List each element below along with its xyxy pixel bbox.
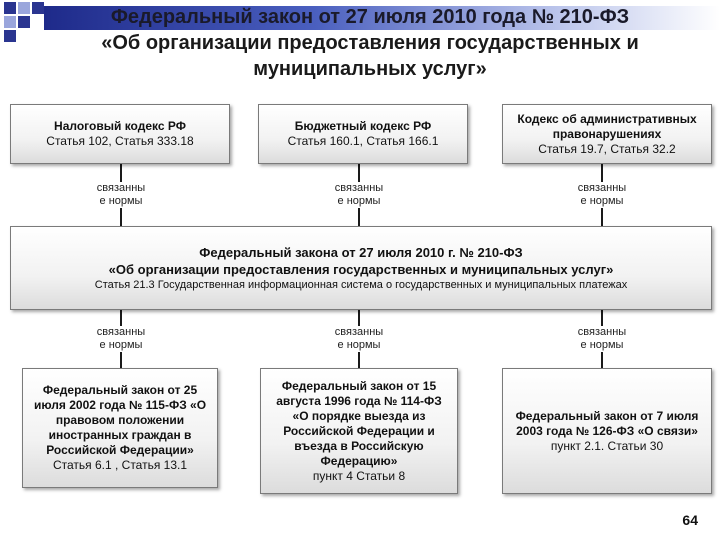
box-articles: пункт 2.1. Статьи 30 [550,438,664,453]
deco-square [4,16,16,28]
box-articles: Статья 19.7, Статья 32.2 [538,141,676,156]
central-line-1: Федеральный закона от 27 июля 2010 г. № 210-ФЗ [199,244,523,260]
central-line-2: «Об организации предоставления государственных и муниципальных услуг» [108,261,614,277]
deco-square [4,30,16,42]
deco-square [32,2,44,14]
box-title: Бюджетный кодекс РФ [294,119,432,133]
bottom-box-law-126 [502,368,712,494]
bottom-box-law-114 [260,368,458,494]
page-number: 64 [682,512,698,528]
link-label-line1: связанны [577,326,627,338]
title-line-3: муниципальных услуг» [253,58,487,80]
link-label-line2: е нормы [580,195,624,207]
page-title [60,4,680,82]
link-label-line2: е нормы [337,339,381,351]
link-label-line2: е нормы [99,339,143,351]
link-label [562,326,642,352]
link-label [319,182,399,208]
link-label [319,326,399,352]
top-box-tax-code [10,104,230,164]
bottom-box-law-115 [22,368,218,488]
central-article: Статья 21.3 Государственная информационная система о государственных и муниципальных платежах [94,278,628,291]
link-label [81,182,161,208]
box-articles: Статья 6.1 , Статья 13.1 [52,458,188,472]
top-box-admin-code [502,104,712,164]
link-label-line1: связанны [334,326,384,338]
box-title: Налоговый кодекс РФ [54,119,186,133]
link-label-line1: связанны [577,182,627,194]
link-label-line1: связанны [334,182,384,194]
deco-square [18,16,30,28]
box-title: Федеральный закон от 25 июля 2002 года № 115-ФЗ «О правовом положении иностранных граждан в Российской Федерации» [33,383,207,457]
box-title: Кодекс об административных правонарушениях [517,111,697,141]
box-title: Федеральный закон от 7 июля 2003 года № 126-ФЗ «О связи» [515,408,699,438]
link-label-line2: е нормы [99,195,143,207]
link-label-line2: е нормы [580,339,624,351]
top-box-budget-code [258,104,468,164]
link-label-line1: связанны [96,326,146,338]
link-label [562,182,642,208]
title-line-1: Федеральный закон от 27 июля 2010 года № 210-ФЗ [110,6,630,28]
deco-square [4,2,16,14]
deco-square [18,2,30,14]
box-articles: пункт 4 Статьи 8 [312,468,406,483]
box-articles: Статья 102, Статья 333.18 [46,134,194,148]
title-line-2: «Об организации предоставления государственных и [101,32,639,54]
link-label-line2: е нормы [337,195,381,207]
box-articles: Статья 160.1, Статья 166.1 [287,134,439,148]
link-label-line1: связанны [96,182,146,194]
link-label [81,326,161,352]
central-law-box [10,226,712,310]
box-title: Федеральный закон от 15 августа 1996 года № 114-ФЗ «О порядке выезда из Российской Федерации и въезда в Российскую Федерацию» [276,378,442,468]
